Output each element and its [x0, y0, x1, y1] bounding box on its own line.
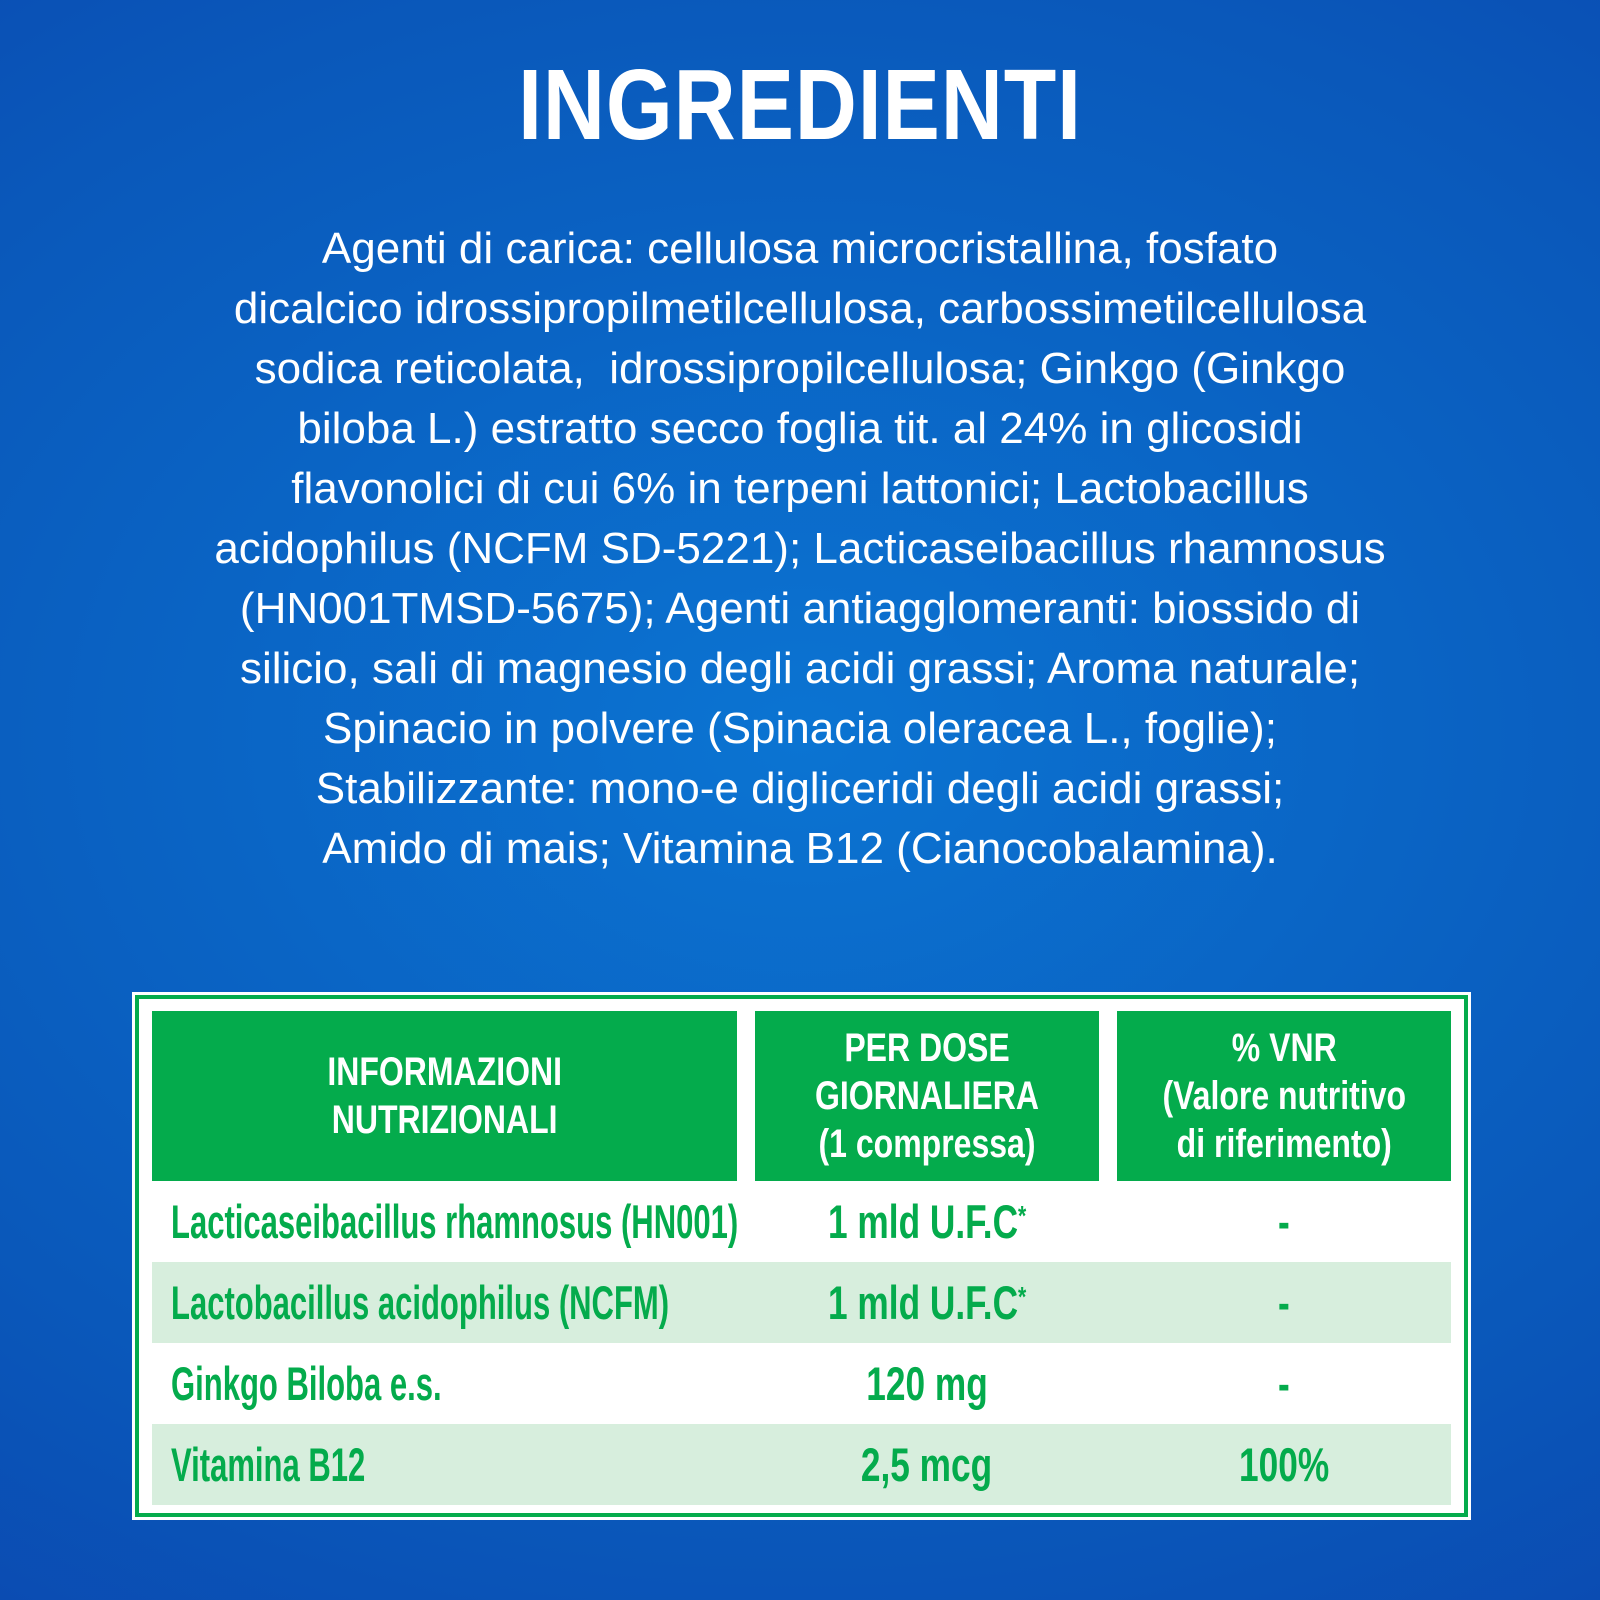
dose-value — [828, 1275, 1026, 1330]
nutrient-name-cell — [152, 1356, 737, 1411]
asterisk-superscript: * — [1017, 1280, 1027, 1313]
ingredients-line: Spinacio in polvere (Spinacia oleracea L., foglie); — [323, 704, 1277, 753]
ingredients-line: Agenti di carica: cellulosa microcristallina, fosfato — [321, 224, 1279, 273]
nutrient-name: Vitamina B12 — [171, 1438, 366, 1491]
header-cell-informazioni-nutrizionali — [152, 1011, 737, 1181]
header-cell-text — [1162, 1024, 1406, 1168]
dose-text: 2,5 mcg — [861, 1438, 993, 1491]
header-line: % VNR — [1231, 1026, 1337, 1070]
dose-cell — [755, 1275, 1099, 1330]
header-cell-text — [327, 1048, 562, 1144]
nutrient-name: Ginkgo Biloba e.s. — [171, 1357, 442, 1410]
ingredients-line: (HN001TMSD-5675); Agenti antiagglomeranti: biossido di — [239, 584, 1361, 633]
header-cell-percent-vnr — [1117, 1011, 1451, 1181]
nutrient-name-cell — [152, 1437, 737, 1492]
page-title: INGREDIENTI — [518, 49, 1082, 161]
vnr-value: - — [1278, 1195, 1290, 1248]
asterisk-superscript: * — [1017, 1199, 1027, 1232]
ingredients-line: Stabilizzante: mono-e digliceridi degli acidi grassi; — [315, 764, 1285, 813]
dose-cell — [755, 1194, 1099, 1249]
table-row — [152, 1181, 1451, 1262]
dose-value — [861, 1437, 992, 1492]
nutrient-name-cell — [152, 1194, 737, 1249]
vnr-cell — [1117, 1437, 1451, 1492]
table-row — [152, 1424, 1451, 1505]
header-line: (1 compressa) — [818, 1122, 1036, 1166]
nutrient-name: Lacticaseibacillus rhamnosus (HN001) — [171, 1195, 739, 1248]
vnr-cell — [1117, 1275, 1451, 1330]
vnr-value: 100% — [1238, 1438, 1330, 1491]
nutrient-name-cell — [152, 1275, 737, 1330]
vnr-cell — [1117, 1194, 1451, 1249]
header-line: INFORMAZIONI — [327, 1050, 562, 1094]
dose-text: 1 mld U.F.C — [827, 1276, 1018, 1329]
ingredients-line: flavonolici di cui 6% in terpeni lattonici; Lactobacillus — [291, 464, 1309, 513]
ingredients-line: acidophilus (NCFM SD-5221); Lacticaseibacillus rhamnosus — [214, 524, 1386, 573]
nutrient-name: Lactobacillus acidophilus (NCFM) — [171, 1276, 670, 1329]
header-line: (Valore nutritivo — [1162, 1074, 1406, 1118]
ingredients-line: dicalcico idrossipropilmetilcellulosa, carbossimetilcellulosa — [233, 284, 1367, 333]
ingredients-paragraph — [0, 219, 1600, 879]
header-line: di riferimento) — [1176, 1122, 1392, 1166]
header-line: PER DOSE — [844, 1026, 1010, 1070]
header-cell-text — [815, 1024, 1039, 1168]
dose-text: 120 mg — [866, 1357, 988, 1410]
dose-text: 1 mld U.F.C — [827, 1195, 1018, 1248]
header-line: NUTRIZIONALI — [331, 1098, 558, 1142]
ingredients-line: biloba L.) estratto secco foglia tit. al 24% in glicosidi — [297, 404, 1303, 453]
table-row — [152, 1343, 1451, 1424]
table-row — [152, 1262, 1451, 1343]
vnr-value: - — [1278, 1357, 1290, 1410]
vnr-cell — [1117, 1356, 1451, 1411]
dose-value — [866, 1356, 987, 1411]
dose-value — [828, 1194, 1026, 1249]
dose-cell — [755, 1356, 1099, 1411]
vnr-value: - — [1278, 1276, 1290, 1329]
ingredients-line: silicio, sali di magnesio degli acidi grassi; Aroma naturale; — [239, 644, 1361, 693]
nutrition-table-header — [152, 1011, 1451, 1181]
header-cell-per-dose-giornaliera — [755, 1011, 1099, 1181]
ingredients-line: Amido di mais; Vitamina B12 (Cianocobalamina). — [322, 824, 1278, 873]
nutrition-table — [135, 995, 1468, 1517]
ingredients-line: sodica reticolata, idrossipropilcellulosa; Ginkgo (Ginkgo — [254, 344, 1346, 393]
dose-cell — [755, 1437, 1099, 1492]
header-line: GIORNALIERA — [815, 1074, 1039, 1118]
